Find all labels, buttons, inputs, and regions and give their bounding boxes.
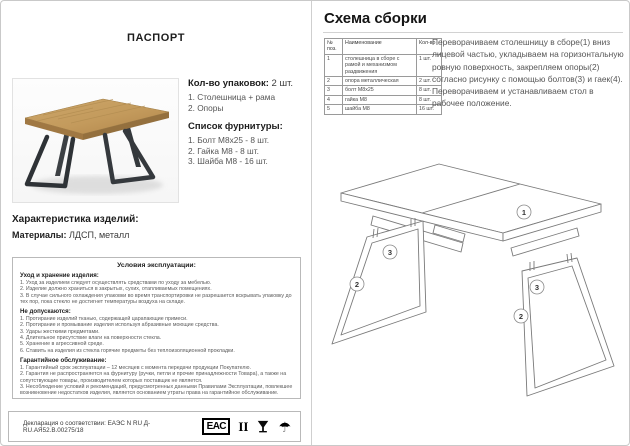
materials-label: Материалы: [12, 230, 67, 240]
header-pos: № поз. [325, 39, 343, 55]
parts-table-row [325, 77, 442, 86]
package-info [188, 78, 306, 167]
declaration-box [8, 411, 301, 442]
list-item: 1. Гарантийный срок эксплуатации – 12 месяцев с момента передачи продукции Покупателю. [20, 364, 251, 371]
parts-table-row [325, 54, 442, 76]
list-item: 1. Уход за изделием следует осуществлять средствами по уходу за мебелью. [20, 280, 212, 286]
product-photo [12, 78, 179, 203]
parts-table-header-row [325, 39, 442, 55]
parts-table-row [325, 86, 442, 95]
assembly-instructions: Переворачиваем столешницу в сборе(1) вниз лицевой частью, укладываем на горизонтальную ровную поверхность, закрепляем опоры(2) согласно рисунку с помощью болтов(3) и гаек(4). Переворачиваем и устанавливаем стол в рабочее положение. [432, 37, 624, 109]
parts-table-cell: 8 шт. [417, 95, 442, 104]
hardware-list [188, 135, 306, 167]
packages-label [188, 78, 306, 89]
list-item: 2. Изделие должно храниться в закрытых, сухих, отапливаемых помещениях. [20, 286, 212, 293]
assembly-diagram [311, 119, 629, 445]
header-qty: Кол-во [417, 39, 442, 55]
parts-table-cell: шайба М8 [343, 105, 417, 114]
callout-3-right-label: 3 [534, 282, 540, 292]
list-item: 6. Ставить на изделия из стекла горячие предметы без теплоизоляционной прокладки. [20, 347, 235, 354]
parts-table-cell: опора металлическая [343, 77, 417, 86]
usage-conditions-box [12, 257, 301, 399]
eac-mark-icon: ЕАС [202, 418, 230, 435]
list-item: 3. В случае сильного охлаждения упаковки во время транспортировки не разрешается вскрывать упаковку до тех пор, пока стекло не достигнет температуры воздуха на складе. [20, 292, 292, 305]
parts-table-cell: 4 [325, 95, 343, 104]
parts-table-cell: столешница в сборе с рамой и механизмом раздвижения [343, 54, 417, 76]
hardware-label: Список фурнитуры: [188, 121, 283, 132]
parts-table-cell: 3 [325, 86, 343, 95]
declaration-text: Декларация о соответствии: ЕАЭС N RU Д-RU.АЯ52.В.00275/18 [23, 419, 151, 434]
parts-table [324, 38, 442, 115]
list-item: 2. Протирание и промывание изделия используя абразивные моющие средства. [20, 322, 219, 329]
list-item: 1. Столешница + рама [188, 92, 276, 102]
scheme-title: Схема сборки [324, 10, 427, 27]
parts-table-row [325, 95, 442, 104]
conditions-section-heading: Не допускаются: [20, 308, 71, 316]
parts-table-body [325, 54, 442, 114]
list-item: 1. Протирание изделий тканью, содержащей царапающие примеси. [20, 316, 188, 323]
parts-table-cell: 2 шт. [417, 77, 442, 86]
callout-3-left-label: 3 [387, 247, 393, 257]
list-item: 5. Хранение в агрессивной среде. [20, 341, 104, 348]
header-name: Наименование [343, 39, 417, 55]
list-item: 3. Шайба М8 - 16 шт. [188, 156, 268, 166]
list-item: 2. Гарантия не распространяется на фурнитуру (ручки, петли и прочие принадлежности Товара), а также на сопутствующие товары, производителем которых поставщик не является. [20, 371, 287, 384]
conditions-section-heading: Гарантийное обслуживание: [20, 356, 107, 364]
list-item: 1. Болт М8х25 - 8 шт. [188, 135, 270, 145]
parts-table-cell: 16 шт. [417, 105, 442, 114]
parts-table-cell: болт М8х25 [343, 86, 417, 95]
parts-table-cell: 5 [325, 105, 343, 114]
materials-line [12, 230, 129, 240]
scheme-title-rule [323, 32, 623, 33]
characteristics-title: Характеристика изделий: [12, 214, 139, 225]
materials-value: ЛДСП, металл [66, 230, 130, 240]
certification-marks [202, 418, 300, 435]
page-title: ПАСПОРТ [126, 32, 186, 44]
parts-table-row [325, 105, 442, 114]
parts-table-cell: 2 [325, 77, 343, 86]
parts-table-cell: 8 шт. [417, 86, 442, 95]
list-item: 2. Опоры [188, 102, 224, 113]
parts-table-cell: гайка М8 [343, 95, 417, 104]
parts-table-cell: 1 [325, 54, 343, 76]
parts-table-cell: 1 шт. [417, 54, 442, 76]
list-item: 4. Длительное присутствие влаги на поверхности стекла. [20, 335, 162, 342]
list-item: 3. Удары жесткими предметами. [20, 328, 100, 335]
list-item: 2. Гайка М8 - 8 шт. [188, 145, 259, 156]
packages-list [188, 92, 306, 113]
conditions-section-heading: Уход и хранение изделия: [20, 272, 99, 279]
roman-two-icon: II [238, 418, 249, 434]
packages-label-text: Кол-во упаковок: [188, 78, 269, 89]
callout-1-label: 1 [521, 207, 527, 217]
table-photo-illustration [13, 79, 178, 202]
list-item: 3. Несоблюдение условий и рекомендаций, предусмотренных данными Правилами Эксплуатации, повлекшее возникновение недостатков изделия, является основанием утраты права на гарантийное обслуживание. [20, 383, 293, 397]
conditions-body [20, 272, 293, 396]
conditions-title: Условия эксплуатации: [117, 262, 196, 269]
fragile-glass-icon [256, 419, 270, 435]
callout-2-right-label: 2 [518, 311, 524, 321]
callout-2-left-label: 2 [354, 279, 360, 289]
packages-count: 2 шт. [271, 78, 294, 89]
keep-dry-icon: ☂ [278, 418, 291, 435]
